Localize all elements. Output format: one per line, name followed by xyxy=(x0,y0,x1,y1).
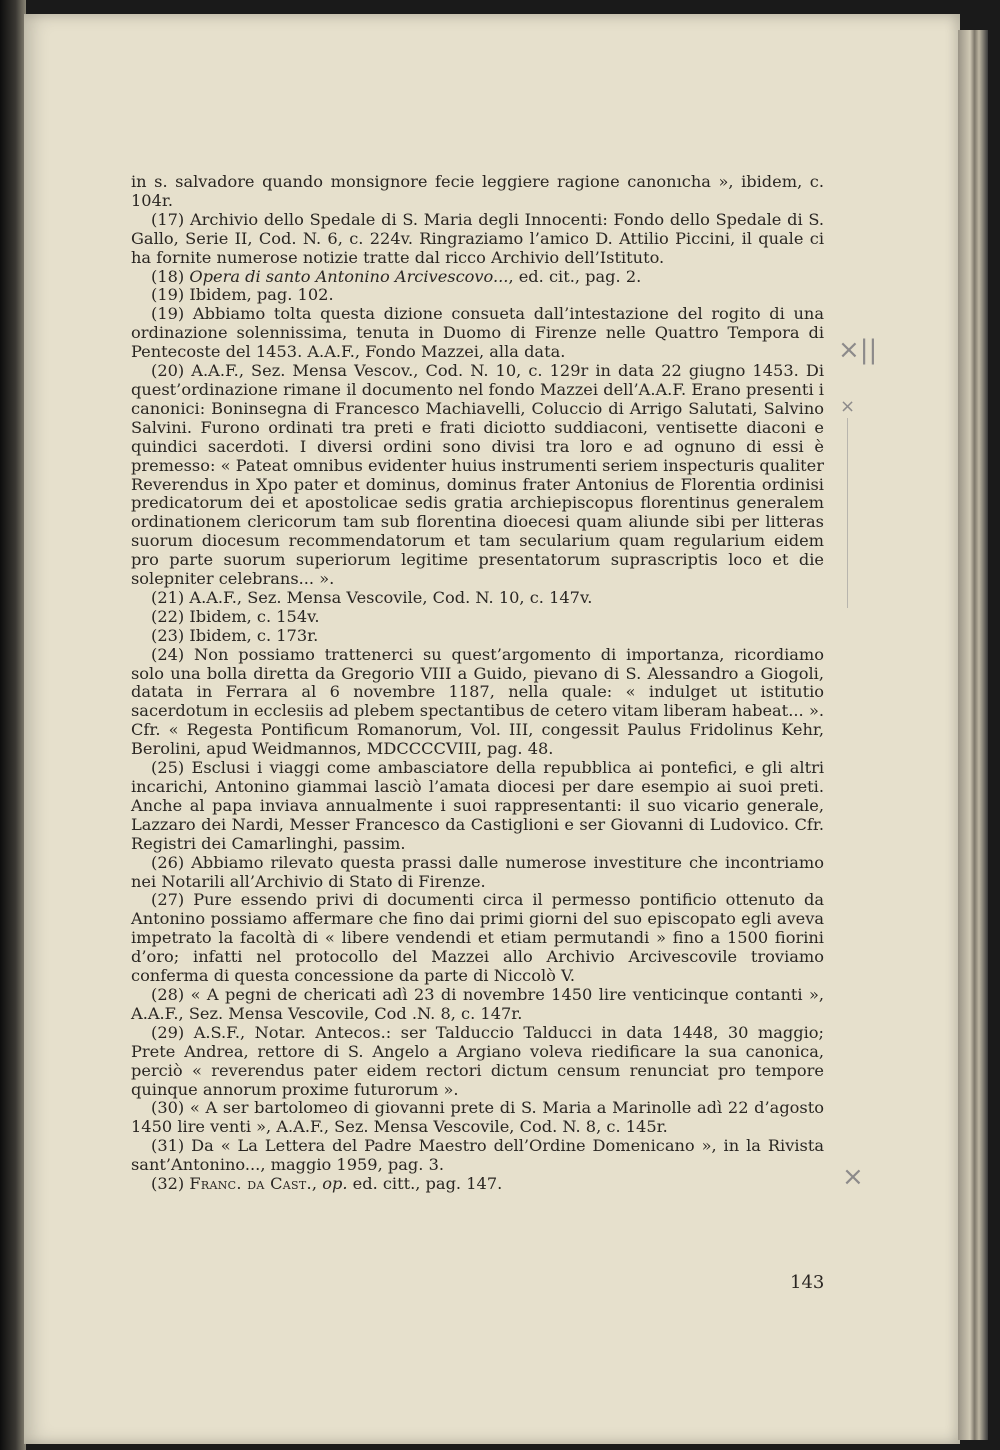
footnote-16: in s. salvadore quando monsignore fecie leggiere ragione canonıcha », ibidem, c. 104r. xyxy=(131,172,824,210)
footnote-24: (24) Non possiamo trattenerci su quest’argomento di importanza, ricordiamo solo una bolla diretta da Gregorio VIII a Guido, pievano di S. Alessandro a Giogoli, datata in Ferrara al 6 novembre 1187, nella quale: « indulget ut istitutio sacerdotum in ecclesiis ad plebem spectantibus de cetero vitam liberam habeat... ». Cfr. « Regesta Pontificum Romanorum, Vol. III, congessit Paulus Fridolinus Kehr, Berolini, apud Weidmannos, MDCCCCVIII, pag. 48. xyxy=(131,644,824,759)
margin-pencil-mark: × xyxy=(840,396,856,417)
margin-pencil-mark: ×|| xyxy=(838,335,878,365)
footnote-21: (21) A.A.F., Sez. Mensa Vescovile, Cod. N. 10, c. 147v. xyxy=(151,587,593,607)
footnote-23: (23) Ibidem, c. 173r. xyxy=(151,625,319,645)
page-number: 143 xyxy=(790,1272,825,1293)
footnote-17: (17) Archivio dello Spedale di S. Maria degli Innocenti: Fondo dello Spedale di S. Gallo, Serie II, Cod. N. 6, c. 224v. Ringraziamo l’amico D. Attilio Piccini, il quale ci ha fornite numerose notizie tratte dal ricco Archivio dell’Istituto. xyxy=(131,209,824,267)
footnote-26: (26) Abbiamo rilevato questa prassi dalle numerose investiture che incontriamo nei Notarili all’Archivio di Stato di Firenze. xyxy=(131,852,824,891)
footnote-30: (30) « A ser bartolomeo di giovanni prete di S. Maria a Marinolle adì 22 d’agosto 1450 lire venti », A.A.F., Sez. Mensa Vescovile, Cod. N. 8, c. 145r. xyxy=(131,1098,824,1137)
footnote-22: (22) Ibidem, c. 154v. xyxy=(151,606,320,626)
footnote-20: (20) A.A.F., Sez. Mensa Vescov., Cod. N. 10, c. 129r in data 22 giugno 1453. Di quest’ordinazione rimane il documento nel fondo Mazzei dell’A.A.F. Erano presenti i canonici: Boninsegna di Francesco Machiavelli, Coluccio di Arrigo Salutati, Salvino Salvini. Furono ordinati tra preti e frati diciotto suddiaconi, ventisette diaconi e quindici sacerdoti. I diversi ordini sono divisi tra loro e ad ognuno di essi è premesso: « Pateat omnibus evidenter huius instrumenti seriem inspecturis qualiter Reverendus in Xpo pater et dominus, dominus frater Antonius de Florentia ordinisi predicatorum dei et apostolicae sedis gratia archiepiscopus florentinus generalem ordinationem clericorum tam sub florentina dioecesi quam aliunde sibi per litteras suorum diocesum recommendatorum et tam secularium quam regularium eidem pro parte suorum superiorum legitime presentatorum suprascriptis loco et die solepniter celebrans... ». xyxy=(131,361,824,589)
footnote-28: (28) « A pegni de chericati adì 23 di novembre 1450 lire venticinque contanti », A.A.F., Sez. Mensa Vescovile, Cod .N. 8, c. 147r. xyxy=(131,984,824,1023)
margin-pencil-mark: × xyxy=(842,1162,864,1192)
footnote-18-ref: , ed. cit., pag. 2. xyxy=(508,266,642,286)
footnote-25: (25) Esclusi i viaggi come ambasciatore della repubblica ai pontefici, e gli altri incarichi, Antonino giammai lasciò l’amata diocesi per dare esempio ai suoi preti. Anche al papa inviava annualmente i suoi rappresentanti: il suo vicario generale, Lazzaro dei Nardi, Messer Francesco da Castiglioni e ser Giovanni di Ludovico. Cfr. Registri dei Camarlinghi, passim. xyxy=(131,758,824,853)
page-edges xyxy=(958,30,988,1440)
footnote-32-op: op. xyxy=(322,1174,348,1194)
footnote-27: (27) Pure essendo privi di documenti circa il permesso pontificio ottenuto da Antonino possiamo affermare che fino dai primi giorni del suo episcopato egli aveva impetrato la facoltà di « libere vendendi et etiam permutandi » fino a 1500 fiorini d’oro; infatti nel protocollo del Mazzei allo Archivio Arcivescovile troviamo conferma di questa concessione da parte di Niccolò V. xyxy=(131,890,824,986)
book-spine-shadow xyxy=(0,0,26,1450)
footnote-32-ref: ed. citt., pag. 147. xyxy=(347,1174,503,1194)
footnote-32-sep: , xyxy=(311,1174,323,1194)
footnote-18-title: Opera di santo Antonino Arcivescovo... xyxy=(189,266,509,286)
footnote-19: (19) Ibidem, pag. 102. xyxy=(151,285,334,305)
footnote-18-number: (18) xyxy=(151,266,190,286)
footnote-32-number: (32) xyxy=(151,1174,190,1194)
footnote-32 xyxy=(131,1175,824,1194)
footnote-19b: (19) Abbiamo tolta questa dizione consueta dall’intestazione del rogito di una ordinazione solennissima, tenuta in Duomo di Firenze nelle Quattro Tempora di Pentecoste del 1453. A.A.F., Fondo Mazzei, alla data. xyxy=(131,304,824,362)
footnote-29: (29) A.S.F., Notar. Antecos.: ser Talduccio Talducci in data 1448, 30 maggio; Prete Andrea, rettore di S. Angelo a Argiano voleva riedificare la sua canonica, perciò « reverendus pater eidem rectori dictum censum renunciat pro tempore quinque annorum proxime futurorum ». xyxy=(131,1022,824,1099)
footnote-31: (31) Da « La Lettera del Padre Maestro dell’Ordine Domenicano », in la Rivista sant’Antonino..., maggio 1959, pag. 3. xyxy=(131,1136,824,1175)
footnote-18 xyxy=(131,268,824,287)
margin-pencil-line xyxy=(847,418,850,608)
footnotes-block xyxy=(131,173,824,1194)
footnote-32-author: Franc. da Cast. xyxy=(189,1174,312,1194)
